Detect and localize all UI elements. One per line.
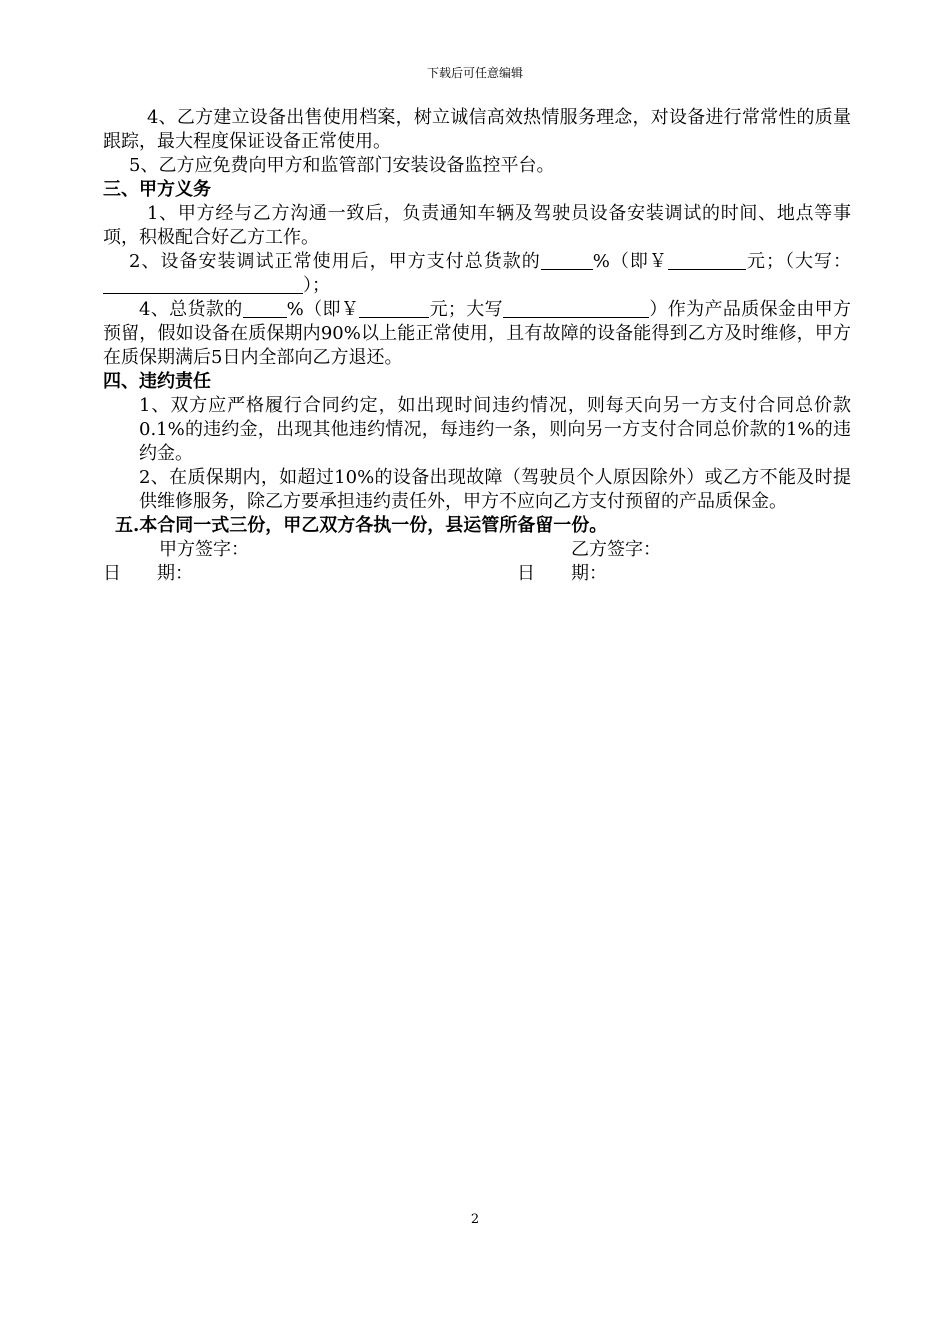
section-3-clause-4 — [103, 298, 851, 370]
section-4-clause-1: 1、双方应严格履行合同约定，如出现时间违约情况，则每天向另一方支付合同总价款0.1%的违约金，出现其他违约情况，每违约一条，则向另一方支付合同总价款的1%的违约金。 — [139, 395, 851, 464]
page-header: 下载后可任意编辑 — [426, 66, 523, 80]
section-4-clause-2: 2、在质保期内，如超过10%的设备出现故障（驾驶员个人原因除外）或乙方不能及时提供维修服务，除乙方要承担违约责任外，甲方不应向乙方支付预留的产品质保金。 — [139, 467, 851, 512]
clause-4: 4、乙方建立设备出售使用档案，树立诚信高效热情服务理念，对设备进行常常性的质量跟踪，最大程度保证设备正常使用。 — [103, 107, 851, 152]
warranty-percent-blank[interactable] — [243, 299, 287, 318]
document-body — [103, 106, 851, 586]
clause-4-text-a: 4、总货款的 — [139, 299, 243, 320]
section-4-title: 四、违约责任 — [103, 371, 211, 392]
amount-blank[interactable] — [668, 251, 746, 270]
section-5-title: 五.本合同一式三份，甲乙双方各执一份，县运管所备留一份。 — [115, 515, 608, 536]
clause-4-text-c: 元；大写 — [429, 299, 504, 320]
section-3-title: 三、甲方义务 — [103, 179, 211, 200]
signature-block — [103, 538, 851, 586]
party-a-signature-label: 甲方签字： — [159, 539, 249, 560]
clause-2-text-c: 元；（大写： — [745, 251, 852, 272]
clause-4-text-d: ）作为产品质保金由甲方预留，假如设备在质保期内90%以上能正常使用，且有故障的设备能得到乙方及时维修，甲方在质保期满后5日内全部向乙方退还。 — [103, 299, 852, 368]
clause-2-text-d: ）； — [303, 275, 330, 296]
section-3-clause-2 — [103, 250, 851, 298]
section-3-clause-1: 1、甲方经与乙方沟通一致后，负责通知车辆及驾驶员设备安装调试的时间、地点等事项，积极配合好乙方工作。 — [103, 203, 851, 248]
clause-2-text-a: 2、设备安装调试正常使用后，甲方支付总货款的 — [129, 251, 541, 272]
party-b-date-label: 日 期： — [517, 563, 607, 584]
amount-words-blank[interactable] — [103, 275, 303, 294]
clause-4-text-b: %（即￥ — [286, 299, 360, 320]
party-a-date-label: 日 期： — [103, 563, 193, 584]
page-number: 2 — [470, 1212, 480, 1227]
party-b-signature-label: 乙方签字： — [571, 539, 661, 560]
clause-5: 5、乙方应免费向甲方和监管部门安装设备监控平台。 — [129, 155, 555, 176]
warranty-words-blank[interactable] — [503, 299, 649, 318]
warranty-amount-blank[interactable] — [359, 299, 429, 318]
clause-2-text-b: %（即￥ — [592, 251, 668, 272]
percent-blank[interactable] — [541, 251, 593, 270]
